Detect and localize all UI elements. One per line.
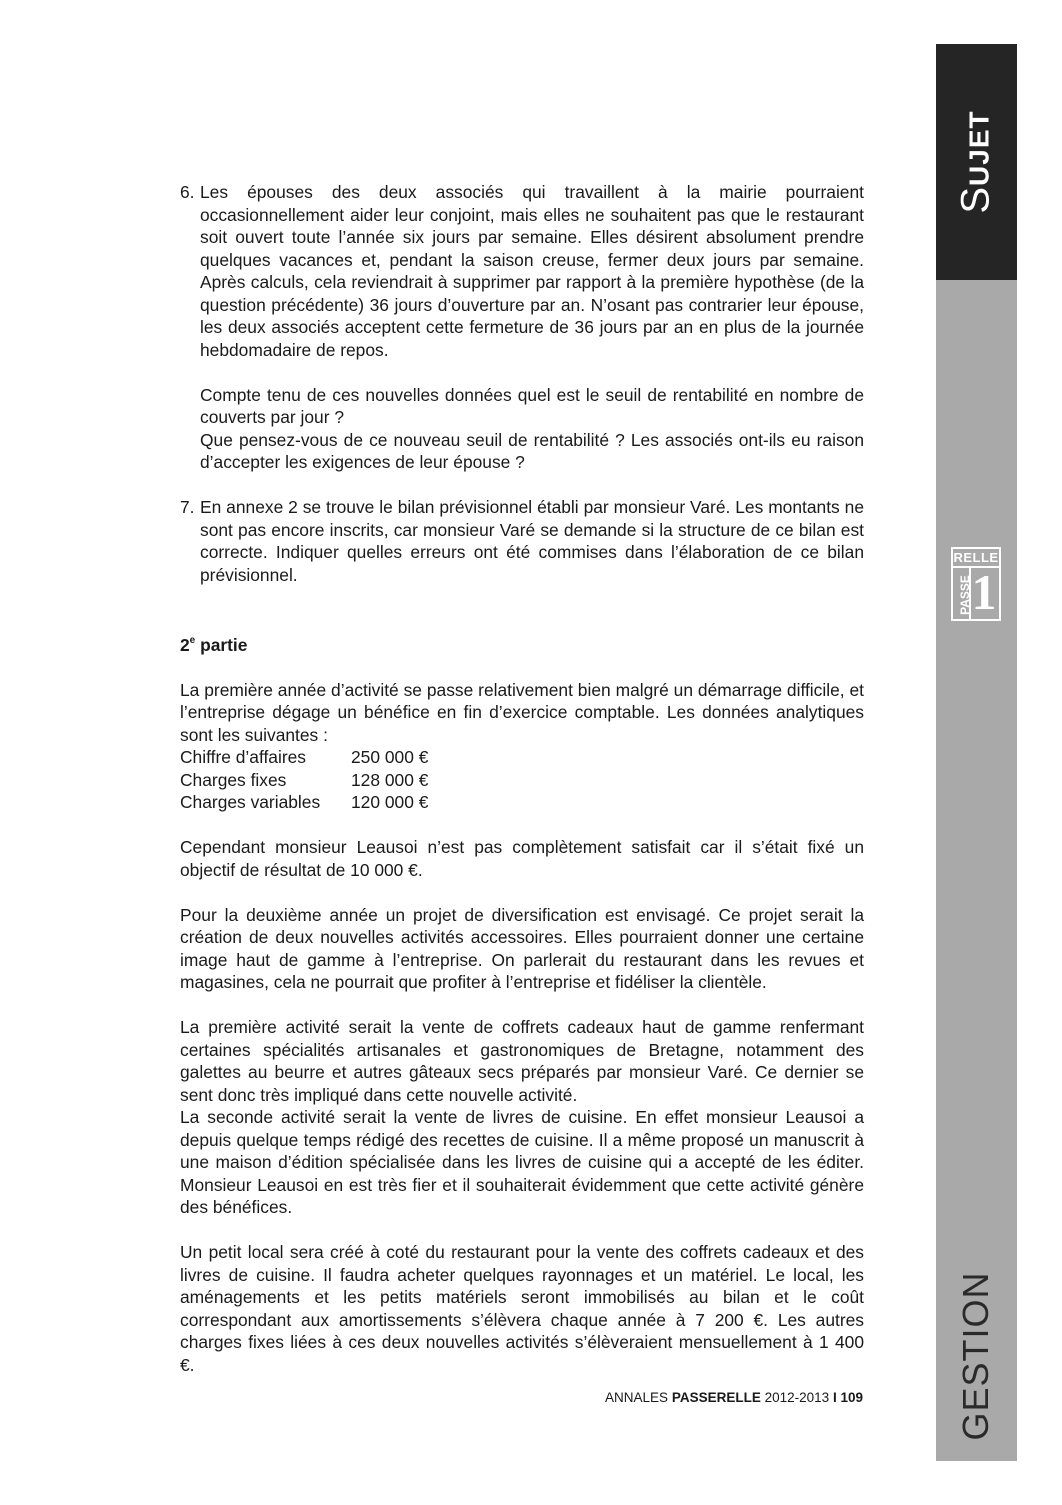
page-body <box>180 181 864 1376</box>
figure-value: 250 000 € <box>351 747 429 768</box>
footer-year: 2012-2013 <box>764 1390 830 1405</box>
question-6-paragraph-1: Les épouses des deux associés qui travaillent à la mairie pourraient occasionnellement aider leur conjoint, mais elles ne souhaitent pas que le restaurant soit ouvert toute l’année six jours par semaine. Elles désirent absolument prendre quelques vacances et, pendant la saison creuse, fermer deux jours par semaine. Après calculs, cela reviendrait à supprimer par rapport à la première hypothèse (de la question précédente) 36 jours d’ouverture par an. N’osant pas contrarier leur épouse, les deux associés acceptent cette fermeture de 36 jours par an en plus de la journée hebdomadaire de repos. <box>200 182 864 360</box>
question-number: 7. <box>180 497 195 517</box>
passerelle-logo <box>951 547 1001 621</box>
figure-row <box>180 769 864 792</box>
question-6 <box>180 181 864 474</box>
section-label-sujet: SUJET <box>953 110 998 214</box>
page-number: 109 <box>840 1390 863 1405</box>
section-heading: 2e partie <box>180 634 248 655</box>
activite-1-paragraph: La première activité serait la vente de coffrets cadeaux haut de gamme renfermant certaines spécialités artisanales et gastronomiques de Bretagne, notamment des galettes au beurre et autres gâteaux secs préparés par monsieur Varé. Ce dernier se sent donc très impliqué dans cette nouvelle activité. <box>180 1017 864 1105</box>
activite-2-paragraph: La seconde activité serait la vente de livres de cuisine. En effet monsieur Leausoi a depuis quelque temps rédigé des recettes de cuisine. Il a même proposé un manuscrit à une maison d’édition spécialisée dans les livres de cuisine qui a accepté de les éditer. Monsieur Leausoi en est très fier et il souhaiterait évidemment que cette activité génère des bénéfices. <box>180 1107 864 1218</box>
logo-top-text: RELLE <box>953 549 999 568</box>
local-paragraph: Un petit local sera créé à coté du restaurant pour la vente des coffrets cadeaux et des livres de cuisine. Il faudra acheter quelques rayonnages et un matériel. Le local, les aménagements et les petits matériels seront immobilisés au bilan et le coût correspondant aux amortissements s’élèvera chaque année à 7 200 €. Les autres charges fixes liées à ces deux nouvelles activités s’élèveraient mensuellement à 1 400 €. <box>180 1242 864 1375</box>
question-7-paragraph: En annexe 2 se trouve le bilan prévisionnel établi par monsieur Varé. Les montants ne sont pas encore inscrits, car monsieur Varé se demande si la structure de ce bilan est correcte. Indiquer quelles erreurs ont été commises dans l’élaboration de ce bilan prévisionnel. <box>200 497 864 585</box>
figure-label: Charges variables <box>180 792 321 813</box>
figure-value: 120 000 € <box>351 792 429 813</box>
logo-side-text: PASSE <box>958 575 972 615</box>
intro-paragraph: La première année d’activité se passe relativement bien malgré un démarrage difficile, et l’entreprise dégage un bénéfice en fin d’exercice comptable. Les données analytiques sont les suivantes : <box>180 679 864 745</box>
figure-row <box>180 746 864 769</box>
footer-separator: I <box>832 1390 837 1405</box>
question-number: 6. <box>180 182 195 202</box>
figures-list <box>180 746 864 814</box>
figure-value: 128 000 € <box>351 769 429 790</box>
question-7 <box>180 496 864 586</box>
figure-row <box>180 791 864 814</box>
figure-label: Chiffre d’affaires <box>180 747 306 768</box>
footer-passerelle: PASSERELLE <box>671 1390 761 1405</box>
page-footer <box>605 1390 863 1405</box>
objectif-paragraph: Cependant monsieur Leausoi n’est pas complètement satisfait car il s’était fixé un objectif de résultat de 10 000 €. <box>180 837 864 880</box>
logo-number: 1 <box>971 564 997 620</box>
figure-label: Charges fixes <box>180 769 287 790</box>
footer-annales: ANNALES <box>605 1390 669 1405</box>
projet-paragraph: Pour la deuxième année un projet de diversification est envisagé. Ce projet serait la création de deux nouvelles activités accessoires. Elles pourraient donner une certaine image haut de gamme à l’entreprise. On parlerait du restaurant dans les revues et magasines, cela ne pourrait que profiter à l’entreprise et fidéliser la clientèle. <box>180 904 864 993</box>
section-label-gestion: GESTION <box>955 1271 996 1441</box>
question-6-paragraph-3: Que pensez-vous de ce nouveau seuil de rentabilité ? Les associés ont-ils eu raison d’accepter les exigences de leur épouse ? <box>200 429 864 472</box>
question-6-paragraph-2: Compte tenu de ces nouvelles données quel est le seuil de rentabilité en nombre de couverts par jour ? <box>200 384 864 427</box>
